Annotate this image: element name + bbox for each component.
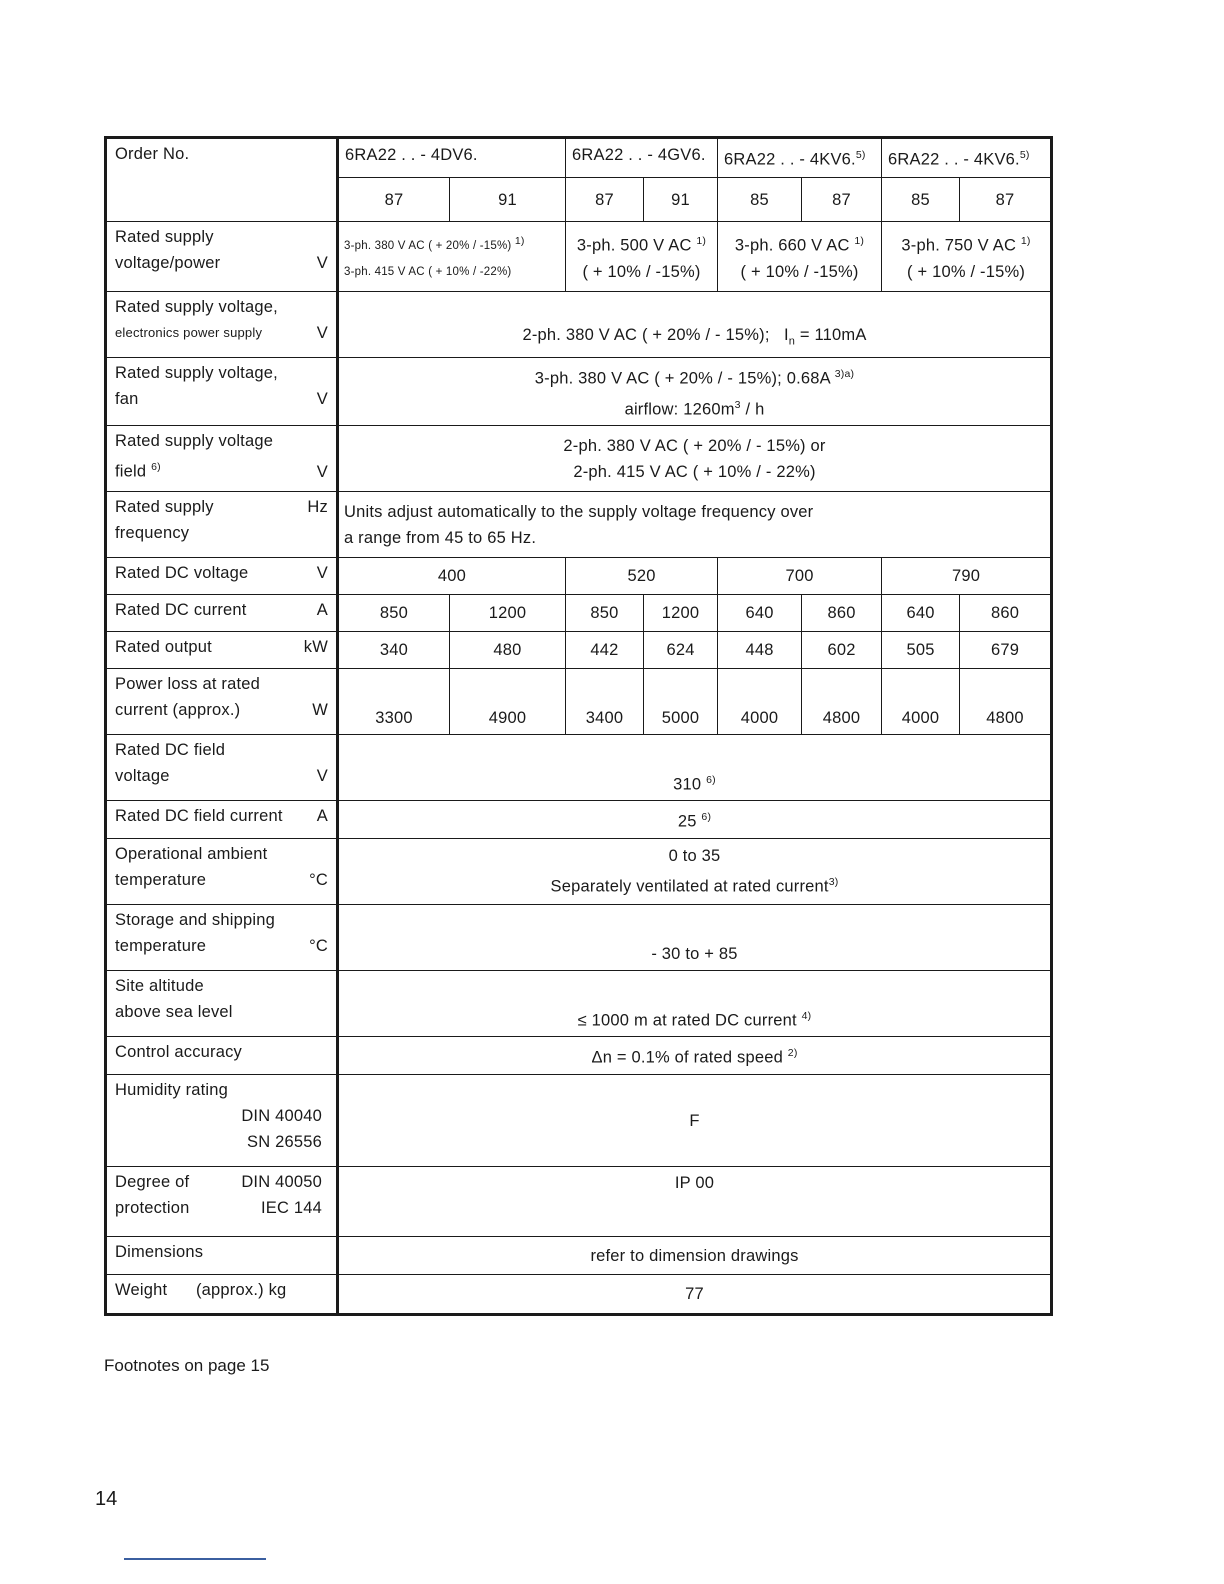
row-label: Operational ambient temperature °C: [106, 839, 338, 905]
output-cell: 624: [644, 632, 718, 669]
code-cell: 87: [566, 178, 644, 222]
output-cell: 480: [450, 632, 566, 669]
dimensions-value: refer to dimension drawings: [338, 1237, 1052, 1275]
power-loss-cell: 4800: [960, 669, 1052, 735]
output-cell: 340: [338, 632, 450, 669]
row-humidity: [106, 1075, 1052, 1167]
row-electronics: [106, 292, 1052, 358]
dc-current-cell: 860: [960, 595, 1052, 632]
row-label: Rated supply voltage, electronics power supply V: [106, 292, 338, 358]
dc-field-voltage-value: 310 $^{6)}$: [338, 735, 1052, 801]
ambient-value: 0 to 35 Separately ventilated at rated current$^{3)}$: [338, 839, 1052, 905]
supply-power-cell-4: 3-ph. 750 V AC $^{1)}$ ( + 10% / -15%): [882, 222, 1052, 292]
order-no-label: Order No.: [106, 138, 338, 222]
row-fan: [106, 358, 1052, 426]
code-cell: 85: [718, 178, 802, 222]
dc-voltage-cell: 790: [882, 558, 1052, 595]
output-cell: 442: [566, 632, 644, 669]
dc-voltage-cell: 400: [338, 558, 566, 595]
dc-current-cell: 850: [338, 595, 450, 632]
accuracy-value: Δn = 0.1% of rated speed $^{2)}$: [338, 1037, 1052, 1075]
page-number: 14: [95, 1488, 118, 1510]
row-label: Control accuracy: [106, 1037, 338, 1075]
row-label: Rated DC field voltage V: [106, 735, 338, 801]
dc-current-cell: 1200: [450, 595, 566, 632]
row-label: Site altitude above sea level: [106, 971, 338, 1037]
row-altitude: [106, 971, 1052, 1037]
weight-value: 77: [338, 1275, 1052, 1315]
fan-value: 3-ph. 380 V AC ( + 20% / - 15%); 0.68A $^{3)a)}$ airflow: 1260m$^3$ / h: [338, 358, 1052, 426]
frequency-value: Units adjust automatically to the supply voltage frequency over a range from 45 to 65 Hz.: [338, 492, 1052, 558]
field-value: 2-ph. 380 V AC ( + 20% / - 15%) or 2-ph. 415 V AC ( + 10% / - 22%): [338, 426, 1052, 492]
dc-current-cell: 1200: [644, 595, 718, 632]
row-label: Rated supply voltage/power V: [106, 222, 338, 292]
group-header-1: 6RA22 . . - 4DV6.: [338, 138, 566, 178]
row-label: Dimensions: [106, 1237, 338, 1275]
row-weight: [106, 1275, 1052, 1315]
group-header-4: 6RA22 . . - 4KV6.$^{5)}$: [882, 138, 1052, 178]
row-dimensions: [106, 1237, 1052, 1275]
group-header-2: 6RA22 . . - 4GV6.: [566, 138, 718, 178]
row-label: Rated supply voltage field $^{6)}$ V: [106, 426, 338, 492]
electronics-value: 2-ph. 380 V AC ( + 20% / - 15%); $I_n = 110mA$: [338, 292, 1052, 358]
output-cell: 448: [718, 632, 802, 669]
row-label: Rated supply frequency Hz: [106, 492, 338, 558]
row-dc-current: [106, 595, 1052, 632]
code-cell: 85: [882, 178, 960, 222]
protection-value: IP 00: [338, 1167, 1052, 1237]
altitude-value: ≤ 1000 m at rated DC current $^{4)}$: [338, 971, 1052, 1037]
power-loss-cell: 4900: [450, 669, 566, 735]
row-label: Power loss at rated current (approx.) W: [106, 669, 338, 735]
row-label: Humidity rating DIN 40040 SN 26556: [106, 1075, 338, 1167]
row-label: Rated DC current A: [106, 595, 338, 632]
code-cell: 87: [960, 178, 1052, 222]
supply-power-cell-3: 3-ph. 660 V AC $^{1)}$ ( + 10% / -15%): [718, 222, 882, 292]
dc-current-cell: 640: [718, 595, 802, 632]
group-header-3: 6RA22 . . - 4KV6.$^{5)}$: [718, 138, 882, 178]
output-cell: 602: [802, 632, 882, 669]
code-cell: 91: [450, 178, 566, 222]
dc-field-current-value: 25 $^{6)}$: [338, 801, 1052, 839]
code-cell: 87: [338, 178, 450, 222]
footnote-reference: Footnotes on page 15: [104, 1356, 270, 1375]
row-label: Rated supply voltage, fan V: [106, 358, 338, 426]
power-loss-cell: 4800: [802, 669, 882, 735]
power-loss-cell: 3300: [338, 669, 450, 735]
row-label: Storage and shipping temperature °C: [106, 905, 338, 971]
row-storage: [106, 905, 1052, 971]
code-cell: 87: [802, 178, 882, 222]
row-frequency: [106, 492, 1052, 558]
row-label: Degree of DIN 40050 protection IEC 144: [106, 1167, 338, 1237]
storage-value: - 30 to + 85: [338, 905, 1052, 971]
row-ambient: [106, 839, 1052, 905]
supply-power-cell-1: 3-ph. 380 V AC ( + 20% / -15%) $^{1)}$ 3-ph. 415 V AC ( + 10% / -22%): [338, 222, 566, 292]
code-cell: 91: [644, 178, 718, 222]
dc-current-cell: 860: [802, 595, 882, 632]
row-label: Rated DC field current A: [106, 801, 338, 839]
row-accuracy: [106, 1037, 1052, 1075]
power-loss-cell: 5000: [644, 669, 718, 735]
row-dc-voltage: [106, 558, 1052, 595]
row-label: Rated output kW: [106, 632, 338, 669]
power-loss-cell: 4000: [882, 669, 960, 735]
humidity-value: F: [338, 1075, 1052, 1167]
row-supply-power: [106, 222, 1052, 292]
row-protection: [106, 1167, 1052, 1237]
row-field: [106, 426, 1052, 492]
dc-current-cell: 850: [566, 595, 644, 632]
power-loss-cell: 3400: [566, 669, 644, 735]
dc-voltage-cell: 520: [566, 558, 718, 595]
row-dc-field-current: [106, 801, 1052, 839]
decorative-underline: [124, 1558, 266, 1560]
output-cell: 679: [960, 632, 1052, 669]
dc-voltage-cell: 700: [718, 558, 882, 595]
header-row: [106, 138, 1052, 178]
row-label: Rated DC voltage V: [106, 558, 338, 595]
row-power-loss: [106, 669, 1052, 735]
row-label: Weight (approx.) kg: [106, 1275, 338, 1315]
row-dc-field-voltage: [106, 735, 1052, 801]
dc-current-cell: 640: [882, 595, 960, 632]
power-loss-cell: 4000: [718, 669, 802, 735]
spec-table: [104, 136, 1053, 1316]
row-output: [106, 632, 1052, 669]
output-cell: 505: [882, 632, 960, 669]
supply-power-cell-2: 3-ph. 500 V AC $^{1)}$ ( + 10% / -15%): [566, 222, 718, 292]
